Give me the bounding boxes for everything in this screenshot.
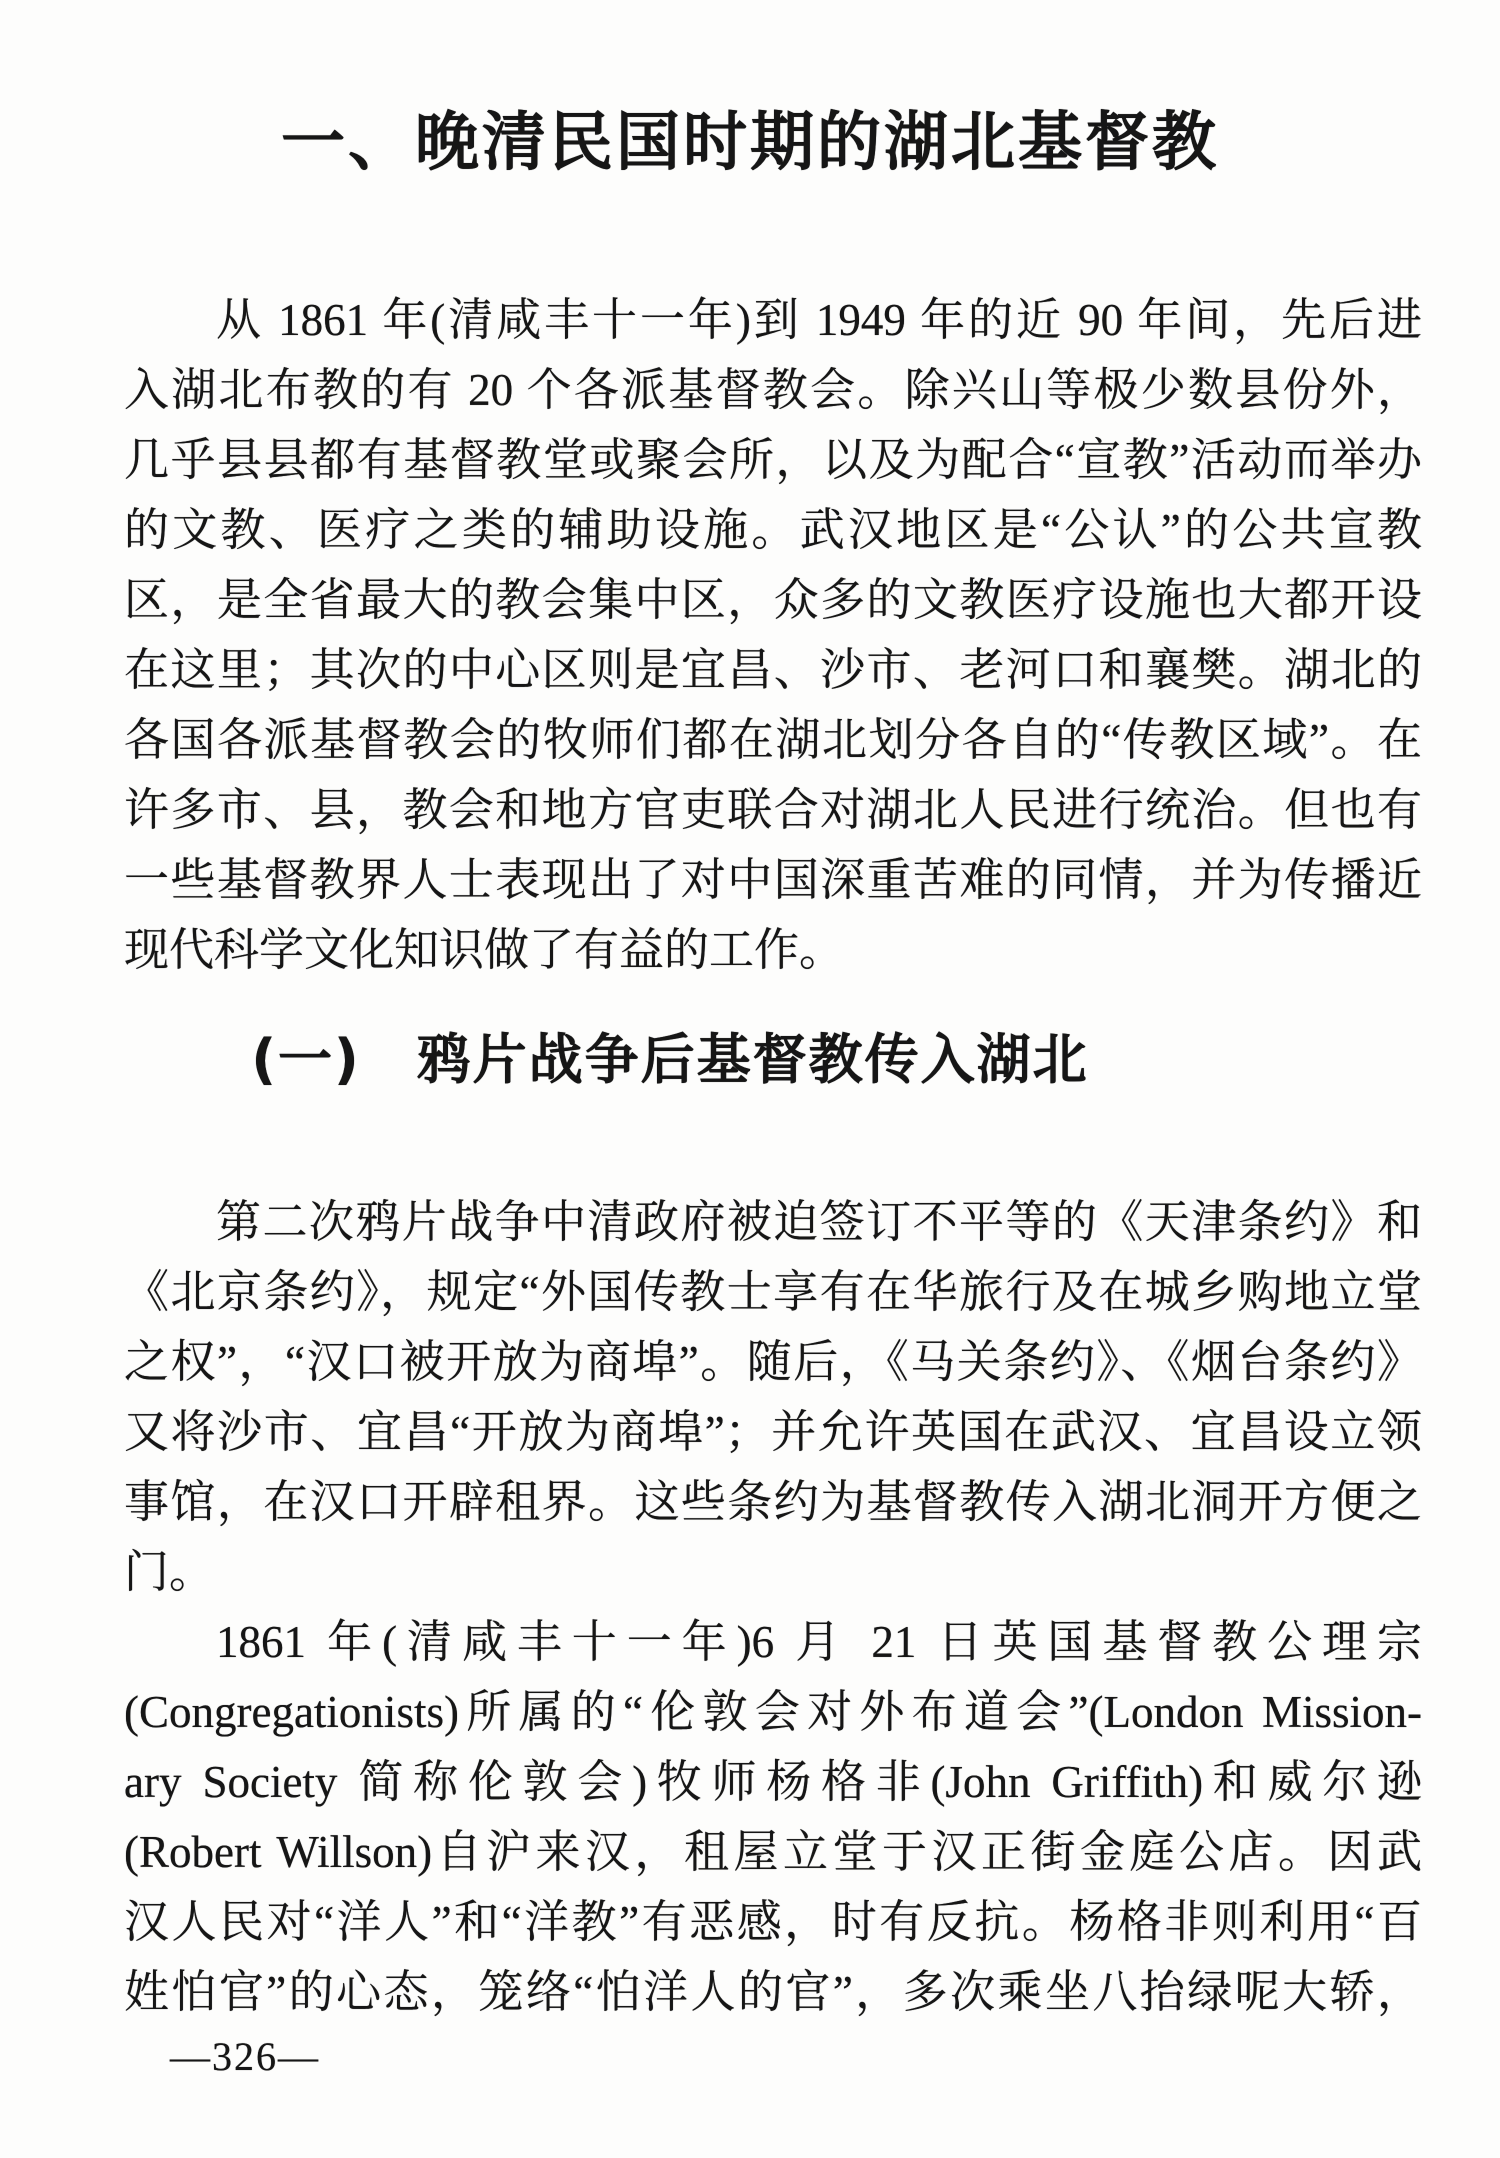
text-line: 事馆，在汉口开辟租界。这些条约为基督教传入湖北洞开方便之 [124, 1477, 1422, 1527]
text-line: 许多市、县，教会和地方官吏联合对湖北人民进行统治。但也有 [124, 785, 1422, 835]
text-line: 现代科学文化知识做了有益的工作。 [124, 925, 845, 975]
text-line: 姓怕官”的心态，笼络“怕洋人的官”，多次乘坐八抬绿呢大轿， [124, 1967, 1422, 2017]
text-line: 1861 年(清咸丰十一年)6 月 21 日英国基督教公理宗 [216, 1617, 1422, 1667]
page-title: 一、晚清民国时期的湖北基督教 [281, 106, 1219, 180]
text-line: 又将沙市、宜昌“开放为商埠”；并允许英国在武汉、宜昌设立领 [124, 1407, 1422, 1457]
text-line: 各国各派基督教会的牧师们都在湖北划分各自的“传教区域”。在 [124, 715, 1422, 765]
text-line: ary Society 简称伦敦会)牧师杨格非(John Griffith)和威尔逊 [124, 1757, 1422, 1807]
text-line: (Robert Willson)自沪来汉，租屋立堂于汉正街金庭公店。因武 [124, 1827, 1422, 1877]
text-line: (Congregationists)所属的“伦敦会对外布道会”(London Mission- [124, 1687, 1422, 1737]
text-line: 汉人民对“洋人”和“洋教”有恶感，时有反抗。杨格非则利用“百 [124, 1897, 1422, 1947]
text-line: 从 1861 年(清咸丰十一年)到 1949 年的近 90 年间，先后进 [216, 295, 1422, 345]
body-column-bottom [0, 1187, 1500, 2081]
body-column-top [0, 285, 1500, 985]
page-number: —326— [170, 2034, 320, 2079]
text-line: 之权”，“汉口被开放为商埠”。随后，《马关条约》、《烟台条约》 [124, 1337, 1422, 1387]
text-line: 《北京条约》，规定“外国传教士享有在华旅行及在城乡购地立堂 [124, 1267, 1422, 1317]
text-line: 区，是全省最大的教会集中区，众多的文教医疗设施也大都开设 [124, 575, 1422, 625]
text-line: 的文教、医疗之类的辅助设施。武汉地区是“公认”的公共宣教 [124, 505, 1422, 555]
text-line: 第二次鸦片战争中清政府被迫签订不平等的《天津条约》和 [216, 1197, 1422, 1247]
text-line: 在这里；其次的中心区则是宜昌、沙市、老河口和襄樊。湖北的 [124, 645, 1422, 695]
section-heading: (一) 鸦片战争后基督教传入湖北 [251, 1028, 1089, 1091]
paragraph-2 [124, 1187, 1422, 1607]
text-line: 门。 [124, 1547, 215, 1597]
text-line: 入湖北布教的有 20 个各派基督教会。除兴山等极少数县份外， [124, 365, 1422, 415]
paragraph-3 [124, 1607, 1422, 2027]
text-line: 一些基督教界人士表现出了对中国深重苦难的同情，并为传播近 [124, 855, 1422, 905]
text-line: 几乎县县都有基督教堂或聚会所，以及为配合“宣教”活动而举办 [124, 435, 1422, 485]
paragraph-1 [124, 285, 1422, 985]
